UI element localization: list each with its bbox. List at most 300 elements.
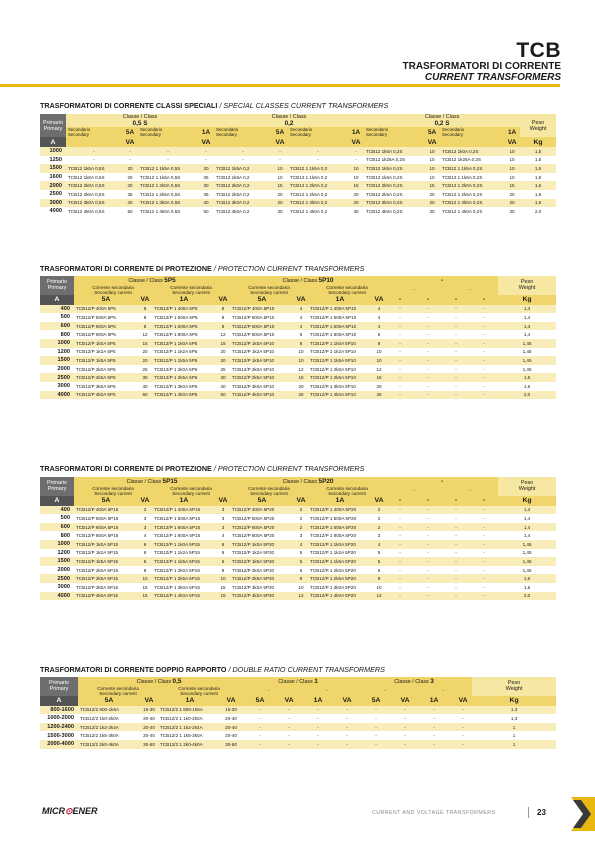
data-cell: TCB12/2 1 1k0-2k0A (158, 714, 222, 723)
data-cell: 10 (424, 164, 440, 173)
page-footer (0, 797, 595, 831)
page-header (402, 40, 561, 83)
primary-cell: 2000 (40, 566, 74, 575)
table-protection-5p15-5p20 (40, 477, 556, 600)
data-cell: - (442, 592, 470, 601)
data-cell: TCB12/P 3k0A 5P5 (74, 382, 138, 391)
data-cell: - (442, 365, 470, 374)
data-cell: - (414, 549, 442, 558)
code-unit-cell (440, 137, 504, 147)
secondary-amp-unit: 1A (198, 127, 214, 137)
unit-5a: 5A (74, 295, 138, 305)
data-cell: TCB12 1k25A 0,2S (364, 156, 424, 165)
data-cell: 4 (372, 540, 386, 549)
data-cell: 15-30 (222, 706, 240, 715)
data-cell: TCB12 1k5A 0,5S (66, 164, 122, 173)
data-cell: 6 (138, 549, 152, 558)
data-cell: 30 (272, 207, 288, 216)
weight-cell: 1,4 (498, 523, 556, 532)
data-cell: TCB12/2 1k5-3k0A (78, 731, 140, 740)
data-cell: TCB12 4k0A 0,2S (364, 207, 424, 216)
data-cell: 20 (424, 199, 440, 208)
data-cell: 25 (198, 173, 214, 182)
table-row (40, 506, 556, 515)
primary-cell: 2500 (40, 190, 66, 199)
data-cell: 10 (424, 173, 440, 182)
data-cell: - (470, 313, 498, 322)
weight-cell: 1,4 (498, 531, 556, 540)
data-cell: 20 (294, 382, 308, 391)
data-cell: - (470, 514, 498, 523)
primary-header: Primario Primary (40, 677, 78, 696)
table-row (40, 373, 556, 382)
data-cell: TCB12/P 500A 5P20 (230, 514, 294, 523)
data-cell: 2 (372, 523, 386, 532)
data-cell: TCB12/P 600A 5P20 (230, 523, 294, 532)
table-row (40, 147, 556, 156)
data-cell: TCB12 1 2k0A 0,2S (440, 181, 504, 190)
data-cell: 50 (198, 207, 214, 216)
data-cell: 3 (294, 531, 308, 540)
weight-cell: 1,6 (520, 181, 556, 190)
page-number: 23 (537, 808, 546, 817)
data-cell: 15 (348, 181, 364, 190)
data-cell: TCB12/P 1 2k5A 5P5 (152, 373, 216, 382)
data-cell: TCB12/P 1 4k0A 5P20 (308, 592, 372, 601)
section-title-double-ratio: TRASFORMATORI DI CORRENTE DOPPIO RAPPORTO / DOUBLE RATIO CURRENT TRANSFORMERS (40, 665, 385, 674)
data-cell: - (280, 740, 298, 749)
data-cell: TCB12 1 1k6A 0,2 (288, 173, 348, 182)
data-cell: TCB12/P 3k0A 5P20 (230, 583, 294, 592)
weight-cell: 2,0 (520, 207, 556, 216)
data-cell: TCB12/P 1 500A 5P20 (308, 514, 372, 523)
unit-1a: 1A (158, 696, 222, 706)
class-group-3: Classe / Class 3 (356, 677, 472, 686)
primary-cell: 1000 (40, 339, 74, 348)
primary-cell: 4000 (40, 592, 74, 601)
primary-cell: 2500 (40, 574, 74, 583)
section-title-special: TRASFORMATORI DI CORRENTE CLASSI SPECIALI / SPECIAL CLASSES CURRENT TRANSFORMERS (40, 101, 389, 110)
table-row (40, 382, 556, 391)
secondary-current-label: Corrente secondaria Secondary current (158, 686, 240, 696)
unit-1a: 1A (308, 496, 372, 506)
data-cell: - (442, 373, 470, 382)
chevron-right-icon (567, 797, 595, 831)
data-cell: - (386, 583, 414, 592)
data-cell: 20-40 (222, 714, 240, 723)
weight-cell: 1,4 (498, 313, 556, 322)
table-row (40, 330, 556, 339)
weight-cell: 1,6 (498, 382, 556, 391)
data-cell: 3 (372, 531, 386, 540)
data-cell: 6 (216, 540, 230, 549)
primary-cell: 3000 (40, 382, 74, 391)
data-cell: - (442, 391, 470, 400)
data-cell: 4 (372, 305, 386, 314)
data-cell: - (122, 156, 138, 165)
data-cell: TCB12/P 1 3k0A 5P15 (152, 583, 216, 592)
secondary-current-label: Corrente secondaria Secondary current (230, 285, 308, 295)
data-cell: TCB12/P 1 800A 5P5 (152, 330, 216, 339)
data-cell: TCB12/P 1 4k0A 5P5 (152, 391, 216, 400)
secondary-label: Secondario Secondary (66, 127, 122, 137)
data-cell: - (396, 731, 414, 740)
data-cell: TCB12/P 800A 5P20 (230, 531, 294, 540)
data-cell: - (396, 723, 414, 732)
data-cell: TCB12/P 800A 5P5 (74, 330, 138, 339)
primary-cell: 800 (40, 330, 74, 339)
data-cell: - (442, 313, 470, 322)
data-cell: TCB12/2 1 1k5-3k0A (158, 731, 222, 740)
data-cell: - (470, 330, 498, 339)
data-cell: 4 (138, 531, 152, 540)
data-cell: TCB12/P 2k0A 5P5 (74, 365, 138, 374)
data-cell: - (414, 322, 442, 331)
data-cell: - (442, 348, 470, 357)
data-cell: TCB12/P 1k0A 5P20 (230, 540, 294, 549)
data-cell: TCB12/P 1k2A 5P10 (230, 348, 294, 357)
data-cell: 10 (348, 164, 364, 173)
data-cell: TCB12 2k5A 0,2S (364, 190, 424, 199)
unit-5a: 5A (240, 696, 280, 706)
va-unit: VA (424, 137, 440, 147)
data-cell: - (414, 540, 442, 549)
table-row (40, 391, 556, 400)
data-cell: TCB12/P 1 1k5A 5P10 (308, 356, 372, 365)
data-cell: - (214, 156, 272, 165)
amp-unit: A (40, 696, 78, 706)
page-subtitle: TRASFORMATORI DI CORRENTE (402, 61, 561, 72)
data-cell: 40 (216, 382, 230, 391)
data-cell: TCB12 2k5A 0,2 (214, 190, 272, 199)
weight-cell: 1,4 (498, 330, 556, 339)
secondary-current-label: Corrente secondaria Secondary current (78, 686, 158, 696)
table-protection-5p5-5p10 (40, 276, 556, 399)
data-cell: TCB12/2 800-1k6A (78, 706, 140, 715)
secondary-current-label: Corrente secondaria Secondary current (230, 486, 308, 496)
data-cell: 12 (372, 592, 386, 601)
data-cell: - (386, 506, 414, 515)
data-cell: TCB12/P 1 2k0A 5P10 (308, 365, 372, 374)
secondary-dash: - (386, 486, 442, 496)
table-row (40, 592, 556, 601)
unit-5a: 5A (78, 696, 140, 706)
data-cell: 35 (122, 190, 138, 199)
table-row (40, 731, 556, 740)
data-cell: TCB12/P 1 1k0A 5P10 (308, 339, 372, 348)
data-cell: TCB12/P 1 400A 5P15 (152, 506, 216, 515)
primary-cell: 3000 (40, 583, 74, 592)
data-cell: 20-40 (222, 723, 240, 732)
data-cell: TCB12/P 1k5A 5P15 (74, 557, 138, 566)
weight-cell: 1,5 (520, 173, 556, 182)
data-cell: - (414, 566, 442, 575)
weight-header: Peso Weight (520, 114, 556, 137)
data-cell: 12 (372, 365, 386, 374)
data-cell: 4 (216, 531, 230, 540)
data-cell: 6 (372, 566, 386, 575)
data-cell: TCB12/P 1 2k0A 5P15 (152, 566, 216, 575)
data-cell: TCB12 1k0A 0,2S (364, 147, 424, 156)
data-cell: TCB12/P 1k5A 5P10 (230, 356, 294, 365)
kg-unit: Kg (472, 696, 556, 706)
data-cell: - (240, 714, 280, 723)
data-cell: TCB12 1k6A 0,2S (364, 173, 424, 182)
data-cell: - (442, 356, 470, 365)
data-cell: TCB12 1 1k6A 0,2S (440, 173, 504, 182)
data-cell: - (414, 305, 442, 314)
data-cell: 20 (198, 164, 214, 173)
class-group-1: Classe / Class 0,5 S (66, 114, 214, 127)
data-cell: 10 (504, 156, 520, 165)
data-cell: 8 (138, 305, 152, 314)
data-cell: - (470, 391, 498, 400)
data-cell: TCB12/P 1 4k0A 5P10 (308, 391, 372, 400)
data-cell: - (454, 731, 472, 740)
data-cell: TCB12/P 500A 5P10 (230, 313, 294, 322)
data-cell: - (298, 740, 338, 749)
data-cell: TCB12/2 1 2k0-4k0A (158, 740, 222, 749)
secondary-dash: - (298, 686, 356, 696)
data-cell: 15 (216, 592, 230, 601)
data-cell: 12 (294, 592, 308, 601)
data-cell: - (442, 339, 470, 348)
data-cell: TCB12 1k25A 0,2S (440, 156, 504, 165)
data-cell: TCB12/P 600A 5P15 (74, 523, 138, 532)
secondary-label: Secondario Secondary (138, 127, 198, 137)
data-cell: - (66, 147, 122, 156)
unit-dash: - (470, 496, 498, 506)
data-cell: 20 (122, 164, 138, 173)
data-cell: 8 (294, 339, 308, 348)
data-cell: 8 (138, 566, 152, 575)
weight-cell: 1,45 (498, 540, 556, 549)
data-cell: TCB12/P 1 500A 5P10 (308, 313, 372, 322)
data-cell: 35 (198, 190, 214, 199)
data-cell: TCB12/P 1 800A 5P15 (152, 531, 216, 540)
data-cell: - (414, 557, 442, 566)
data-cell: 20 (272, 190, 288, 199)
secondary-header-row (40, 127, 556, 137)
secondary-dash: - (356, 686, 414, 696)
class-group-1: Classe / Class 5P15 (74, 477, 230, 486)
data-cell: TCB12 4k0A 0,2 (214, 207, 272, 216)
data-cell: 20-40 (140, 731, 158, 740)
data-cell: 30 (138, 373, 152, 382)
data-cell: - (442, 540, 470, 549)
data-cell: TCB12/P 1 1k5A 5P20 (308, 557, 372, 566)
data-cell: 50 (138, 391, 152, 400)
va-unit: VA (272, 137, 288, 147)
data-cell: 30 (424, 207, 440, 216)
va-unit: VA (122, 137, 138, 147)
table-row (40, 313, 556, 322)
data-cell: - (414, 391, 442, 400)
data-cell: - (386, 365, 414, 374)
data-cell: - (414, 313, 442, 322)
data-cell: 6 (372, 330, 386, 339)
data-cell: - (280, 706, 298, 715)
table-row (40, 199, 556, 208)
unit-va: VA (140, 696, 158, 706)
table-row (40, 523, 556, 532)
data-cell: 10 (348, 173, 364, 182)
data-cell: - (240, 723, 280, 732)
data-cell: TCB12/P 2k5A 5P20 (230, 574, 294, 583)
primary-cell: 1500 (40, 557, 74, 566)
weight-cell: 1,45 (498, 566, 556, 575)
primary-cell: 1200 (40, 549, 74, 558)
primary-cell: 1500 (40, 356, 74, 365)
data-cell: TCB12/P 1 600A 5P15 (152, 523, 216, 532)
data-cell: 15 (272, 181, 288, 190)
data-cell: TCB12 4k0A 0,5S (66, 207, 122, 216)
data-cell: 30 (122, 181, 138, 190)
data-cell: TCB12/P 400A 5P20 (230, 506, 294, 515)
data-cell: - (470, 557, 498, 566)
unit-va: VA (222, 696, 240, 706)
primary-cell: 1000 (40, 540, 74, 549)
data-cell: TCB12 1k5A 0,2S (364, 164, 424, 173)
data-cell: - (414, 373, 442, 382)
data-cell: 20-40 (140, 714, 158, 723)
code-unit-cell (288, 137, 348, 147)
data-cell: TCB12/2 1 800-1k6A (158, 706, 222, 715)
table-row (40, 549, 556, 558)
data-cell: - (414, 723, 454, 732)
data-cell: TCB12/P 400A 5P10 (230, 305, 294, 314)
primary-header: Primario Primary (40, 114, 66, 137)
data-cell: TCB12 2k0A 0,5S (66, 181, 122, 190)
weight-cell: 1,3 (472, 706, 556, 715)
data-cell: - (272, 147, 288, 156)
data-cell: - (386, 322, 414, 331)
data-cell: TCB12/P 1k2A 5P5 (74, 348, 138, 357)
data-cell: 3 (216, 523, 230, 532)
data-cell: TCB12 1 3k0A 0,2S (440, 199, 504, 208)
data-cell: 12 (216, 330, 230, 339)
data-cell: TCB12/P 1 1k2A 5P15 (152, 549, 216, 558)
weight-cell: 1,4 (498, 322, 556, 331)
data-cell: - (348, 147, 364, 156)
class-group-1: Classe / Class 5P5 (74, 276, 230, 285)
data-cell: - (198, 156, 214, 165)
primary-cell: 1000 (40, 147, 66, 156)
data-cell: 15 (372, 373, 386, 382)
data-cell: TCB12/P 1k5A 5P20 (230, 557, 294, 566)
weight-cell: 1,5 (520, 164, 556, 173)
data-cell: TCB12/P 1 1k0A 5P5 (152, 339, 216, 348)
data-cell: 8 (216, 566, 230, 575)
data-cell: 20 (424, 190, 440, 199)
data-cell: - (138, 156, 198, 165)
data-cell: - (338, 706, 356, 715)
unit-va: VA (338, 696, 356, 706)
class-group-2: Classe / Class 1 (240, 677, 356, 686)
table-row (40, 706, 556, 715)
data-cell: TCB12/P 1 800A 5P20 (308, 531, 372, 540)
data-cell: 3 (216, 506, 230, 515)
data-cell: - (66, 156, 122, 165)
data-cell: - (240, 706, 280, 715)
data-cell: TCB12/P 2k5A 5P15 (74, 574, 138, 583)
data-cell: 25 (294, 391, 308, 400)
data-cell: - (214, 147, 272, 156)
va-unit: VA (348, 137, 364, 147)
secondary-dash: - (240, 686, 298, 696)
data-cell: 10 (294, 348, 308, 357)
primary-cell: 500 (40, 514, 74, 523)
table-row (40, 714, 556, 723)
data-cell: - (356, 731, 396, 740)
data-cell: TCB12/P 3k0A 5P15 (74, 583, 138, 592)
data-cell: 10 (372, 356, 386, 365)
amp-unit: A (40, 137, 66, 147)
table-row (40, 514, 556, 523)
data-cell: 8 (138, 313, 152, 322)
data-cell: 25 (372, 391, 386, 400)
primary-cell: 1000-2000 (40, 714, 78, 723)
data-cell: - (386, 348, 414, 357)
primary-cell: 1200-2400 (40, 723, 78, 732)
code-unit-cell (66, 137, 122, 147)
data-cell: TCB12 1k6A 0,2 (214, 173, 272, 182)
data-cell: TCB12 1k5A 0,2 (214, 164, 272, 173)
data-cell: 30 (504, 207, 520, 216)
data-cell: TCB12 1 2k5A 0,2S (440, 190, 504, 199)
data-cell: - (442, 330, 470, 339)
unit-va: VA (294, 295, 308, 305)
weight-cell: 1,6 (498, 583, 556, 592)
data-cell: TCB12 1 1k5A 0,2S (440, 164, 504, 173)
section-title-protection-2: TRASFORMATORI DI CORRENTE DI PROTEZIONE / PROTECTION CURRENT TRANSFORMERS (40, 464, 365, 473)
data-cell: TCB12 3k0A 0,2S (364, 199, 424, 208)
data-cell: 4 (294, 305, 308, 314)
data-cell: 6 (216, 557, 230, 566)
data-cell: TCB12 1 3k0A 0,5S (138, 199, 198, 208)
unit-va: VA (372, 295, 386, 305)
weight-cell: 1,4 (498, 514, 556, 523)
data-cell: 20 (348, 190, 364, 199)
primary-cell: 4000 (40, 207, 66, 216)
data-cell: 50 (216, 391, 230, 400)
unit-1a: 1A (152, 295, 216, 305)
data-cell: 12 (294, 365, 308, 374)
data-cell: TCB12/P 1 3k0A 5P10 (308, 382, 372, 391)
secondary-amp-unit: 5A (122, 127, 138, 137)
data-cell: 15 (138, 592, 152, 601)
data-cell: TCB12 1 2k5A 0,5S (138, 190, 198, 199)
weight-cell: 1,4 (498, 506, 556, 515)
data-cell: - (338, 723, 356, 732)
data-cell: - (442, 382, 470, 391)
weight-cell: 1,6 (498, 373, 556, 382)
table-row (40, 348, 556, 357)
secondary-current-label: Corrente secondaria Secondary current (74, 285, 152, 295)
data-cell: 6 (138, 540, 152, 549)
data-cell: 8 (216, 305, 230, 314)
table-row (40, 181, 556, 190)
data-cell: 4 (294, 540, 308, 549)
weight-cell: 1 (472, 731, 556, 740)
header-rule (0, 84, 560, 87)
page-subtitle-en: CURRENT TRANSFORMERS (424, 72, 561, 83)
class-group-2: Classe / Class 5P20 (230, 477, 386, 486)
data-cell: - (386, 373, 414, 382)
table-row (40, 322, 556, 331)
data-cell: TCB12/P 2k5A 5P10 (230, 373, 294, 382)
data-cell: - (386, 356, 414, 365)
